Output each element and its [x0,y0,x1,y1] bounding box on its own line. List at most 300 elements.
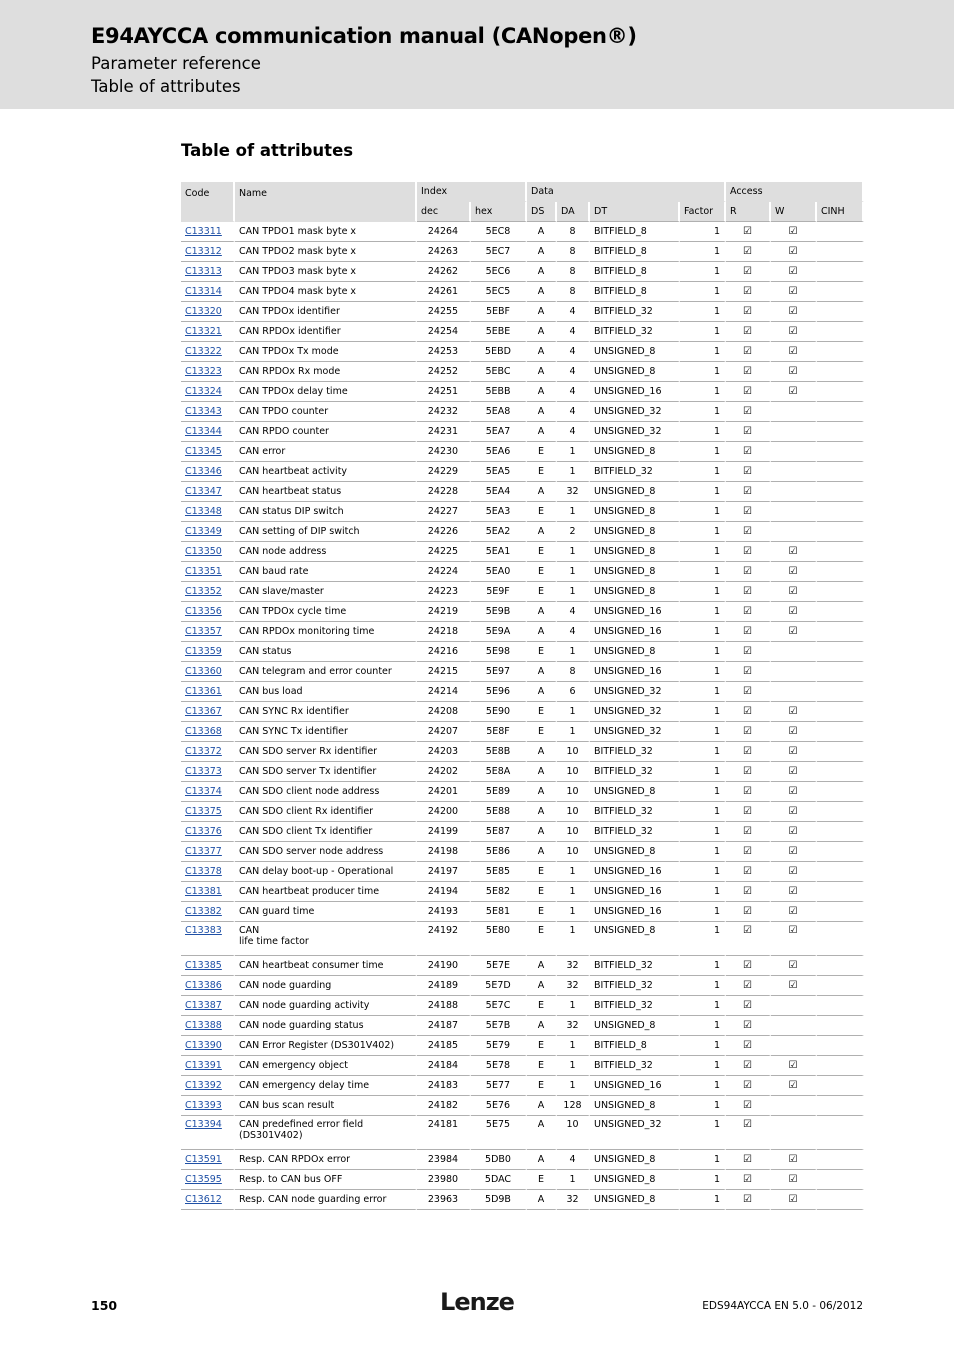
ds-cell: A [527,662,557,682]
da-cell: 1 [557,582,590,602]
write-check [771,642,817,662]
ds-cell: E [527,1036,557,1056]
cinh-cell [817,582,864,602]
table-row [181,722,864,742]
dt-cell: UNSIGNED_16 [590,862,680,882]
code-link[interactable]: C13359 [181,642,235,662]
code-link[interactable]: C13351 [181,562,235,582]
factor-cell: 1 [680,322,726,342]
code-link[interactable]: C13312 [181,242,235,262]
dec-cell: 24263 [417,242,471,262]
hex-cell: 5E97 [471,662,527,682]
dec-header: dec [417,202,471,222]
write-check [771,1096,817,1116]
da-cell: 1 [557,1036,590,1056]
hex-cell: 5E76 [471,1096,527,1116]
da-cell: 1 [557,702,590,722]
code-link[interactable]: C13344 [181,422,235,442]
dt-cell: UNSIGNED_8 [590,842,680,862]
dec-cell: 24225 [417,542,471,562]
dec-cell: 24207 [417,722,471,742]
cinh-cell [817,1096,864,1116]
read-check: ☑ [726,482,771,502]
factor-cell: 1 [680,562,726,582]
table-row [181,902,864,922]
table-row [181,422,864,442]
write-check: ☑ [771,842,817,862]
w-header: W [771,202,817,222]
read-check: ☑ [726,222,771,242]
write-check [771,996,817,1016]
dt-cell: BITFIELD_8 [590,242,680,262]
ds-cell: A [527,482,557,502]
dt-cell: BITFIELD_32 [590,822,680,842]
table-row [181,1116,864,1150]
hex-cell: 5E7D [471,976,527,996]
write-check [771,662,817,682]
table-row [181,882,864,902]
read-check: ☑ [726,522,771,542]
write-check: ☑ [771,582,817,602]
table-row [181,782,864,802]
name-cell: Resp. to CAN bus OFF [235,1170,417,1190]
cinh-cell [817,542,864,562]
cinh-cell [817,802,864,822]
code-link[interactable]: C13322 [181,342,235,362]
table-row [181,342,864,362]
hex-cell: 5E78 [471,1056,527,1076]
read-check: ☑ [726,1036,771,1056]
read-check: ☑ [726,642,771,662]
code-link[interactable]: C13591 [181,1150,235,1170]
read-check: ☑ [726,1016,771,1036]
table-row [181,742,864,762]
table-row [181,976,864,996]
code-link[interactable]: C13385 [181,956,235,976]
cinh-cell [817,622,864,642]
code-link[interactable]: C13612 [181,1190,235,1210]
dt-cell: UNSIGNED_16 [590,382,680,402]
factor-cell: 1 [680,902,726,922]
hex-cell: 5E81 [471,902,527,922]
write-check: ☑ [771,1150,817,1170]
factor-header: Factor [680,202,726,222]
ds-cell: A [527,1016,557,1036]
ds-cell: E [527,582,557,602]
name-cell: CAN TPDO2 mask byte x [235,242,417,262]
write-check: ☑ [771,242,817,262]
write-check: ☑ [771,882,817,902]
cinh-cell [817,742,864,762]
code-link[interactable]: C13373 [181,762,235,782]
da-cell: 1 [557,562,590,582]
dec-cell: 24188 [417,996,471,1016]
read-check: ☑ [726,462,771,482]
cinh-cell [817,922,864,956]
read-check: ☑ [726,442,771,462]
read-check: ☑ [726,242,771,262]
dec-cell: 24230 [417,442,471,462]
read-check: ☑ [726,422,771,442]
factor-cell: 1 [680,822,726,842]
code-link[interactable]: C13388 [181,1016,235,1036]
write-check [771,402,817,422]
table-row [181,262,864,282]
dec-cell: 24223 [417,582,471,602]
cinh-cell [817,882,864,902]
hex-cell: 5EC8 [471,222,527,242]
hex-cell: 5E9B [471,602,527,622]
da-cell: 10 [557,802,590,822]
table-row [181,922,864,956]
code-link[interactable]: C13381 [181,882,235,902]
write-check: ☑ [771,382,817,402]
dec-cell: 24252 [417,362,471,382]
write-check: ☑ [771,822,817,842]
da-cell: 1 [557,642,590,662]
name-cell: CAN Error Register (DS301V402) [235,1036,417,1056]
code-link[interactable]: C13393 [181,1096,235,1116]
factor-cell: 1 [680,622,726,642]
table-row [181,1056,864,1076]
dec-cell: 23980 [417,1170,471,1190]
factor-cell: 1 [680,502,726,522]
factor-cell: 1 [680,956,726,976]
cinh-cell [817,662,864,682]
dec-cell: 24189 [417,976,471,996]
name-cell: CAN node guarding activity [235,996,417,1016]
read-check: ☑ [726,702,771,722]
factor-cell: 1 [680,342,726,362]
table-row [181,502,864,522]
factor-cell: 1 [680,996,726,1016]
ds-cell: E [527,442,557,462]
code-link[interactable]: C13392 [181,1076,235,1096]
ds-cell: A [527,222,557,242]
dec-cell: 24216 [417,642,471,662]
lenze-logo [437,1287,517,1317]
dec-cell: 24183 [417,1076,471,1096]
da-cell: 32 [557,482,590,502]
dec-cell: 24219 [417,602,471,622]
code-link[interactable]: C13595 [181,1170,235,1190]
da-cell: 6 [557,682,590,702]
factor-cell: 1 [680,1036,726,1056]
name-cell: CAN SDO client node address [235,782,417,802]
cinh-cell [817,956,864,976]
ds-cell: E [527,1170,557,1190]
dec-cell: 24201 [417,782,471,802]
dec-cell: 24264 [417,222,471,242]
da-cell: 1 [557,922,590,956]
factor-cell: 1 [680,242,726,262]
name-cell: CAN TPDO1 mask byte x [235,222,417,242]
hex-cell: 5DB0 [471,1150,527,1170]
table-row [181,242,864,262]
factor-cell: 1 [680,1056,726,1076]
da-cell: 128 [557,1096,590,1116]
cinh-cell [817,642,864,662]
dt-cell: BITFIELD_8 [590,222,680,242]
code-link[interactable]: C13360 [181,662,235,682]
table-row [181,1076,864,1096]
dt-cell: UNSIGNED_32 [590,402,680,422]
write-check: ☑ [771,1056,817,1076]
write-check: ☑ [771,282,817,302]
cinh-cell [817,462,864,482]
table-row [181,462,864,482]
name-cell: CAN heartbeat status [235,482,417,502]
code-link[interactable]: C13320 [181,302,235,322]
read-check: ☑ [726,922,771,956]
factor-cell: 1 [680,442,726,462]
ds-cell: A [527,842,557,862]
write-check: ☑ [771,976,817,996]
hex-cell: 5EA1 [471,542,527,562]
code-link[interactable]: C13348 [181,502,235,522]
code-link[interactable]: C13345 [181,442,235,462]
dt-cell: UNSIGNED_8 [590,502,680,522]
write-check: ☑ [771,862,817,882]
code-link[interactable]: C13356 [181,602,235,622]
hex-cell: 5E86 [471,842,527,862]
table-row [181,542,864,562]
read-check: ☑ [726,262,771,282]
hex-cell: 5E8A [471,762,527,782]
index-header: Index [417,182,527,202]
code-link[interactable]: C13377 [181,842,235,862]
read-check: ☑ [726,402,771,422]
document-id: EDS94AYCCA EN 5.0 - 06/2012 [702,1300,863,1312]
code-link[interactable]: C13346 [181,462,235,482]
dec-cell: 24214 [417,682,471,702]
table-row [181,1036,864,1056]
hex-cell: 5EA8 [471,402,527,422]
code-link[interactable]: C13372 [181,742,235,762]
hex-cell: 5E85 [471,862,527,882]
code-link[interactable]: C13352 [181,582,235,602]
code-link[interactable]: C13376 [181,822,235,842]
dt-cell: UNSIGNED_8 [590,1170,680,1190]
cinh-cell [817,1190,864,1210]
write-check [771,422,817,442]
read-check: ☑ [726,682,771,702]
da-cell: 8 [557,222,590,242]
table-row [181,842,864,862]
code-link[interactable]: C13361 [181,682,235,702]
write-check [771,502,817,522]
access-header: Access [726,182,864,202]
da-cell: 10 [557,842,590,862]
read-check: ☑ [726,842,771,862]
cinh-cell [817,442,864,462]
read-check: ☑ [726,956,771,976]
name-cell: CAN heartbeat activity [235,462,417,482]
code-link[interactable]: C13347 [181,482,235,502]
hex-cell: 5EA5 [471,462,527,482]
dec-cell: 24184 [417,1056,471,1076]
code-link[interactable]: C13374 [181,782,235,802]
dec-cell: 24215 [417,662,471,682]
ds-cell: A [527,1190,557,1210]
table-row [181,642,864,662]
dt-cell: UNSIGNED_8 [590,542,680,562]
code-link[interactable]: C13382 [181,902,235,922]
code-link[interactable]: C13378 [181,862,235,882]
hex-cell: 5E7E [471,956,527,976]
dt-cell: BITFIELD_8 [590,262,680,282]
code-link[interactable]: C13368 [181,722,235,742]
ds-cell: A [527,422,557,442]
code-link[interactable]: C13391 [181,1056,235,1076]
data-header: Data [527,182,726,202]
da-cell: 4 [557,302,590,322]
da-cell: 10 [557,782,590,802]
code-link[interactable]: C13314 [181,282,235,302]
table-row [181,362,864,382]
ds-cell: A [527,682,557,702]
hex-cell: 5EA2 [471,522,527,542]
table-row [181,802,864,822]
attributes-table [181,182,864,1210]
code-link[interactable]: C13323 [181,362,235,382]
read-check: ☑ [726,762,771,782]
read-check: ☑ [726,976,771,996]
write-check: ☑ [771,322,817,342]
write-check: ☑ [771,1170,817,1190]
write-check: ☑ [771,762,817,782]
code-link[interactable]: C13394 [181,1116,235,1150]
hex-cell: 5E96 [471,682,527,702]
dt-cell: UNSIGNED_8 [590,442,680,462]
read-check: ☑ [726,1056,771,1076]
factor-cell: 1 [680,842,726,862]
name-cell: CAN RPDO counter [235,422,417,442]
name-cell: CAN TPDOx Tx mode [235,342,417,362]
write-check: ☑ [771,782,817,802]
cinh-cell [817,342,864,362]
code-link[interactable]: C13386 [181,976,235,996]
da-cell: 32 [557,956,590,976]
table-row [181,956,864,976]
dec-cell: 24192 [417,922,471,956]
write-check [771,1016,817,1036]
ds-cell: E [527,1056,557,1076]
hex-cell: 5EA0 [471,562,527,582]
code-link[interactable]: C13367 [181,702,235,722]
cinh-cell [817,1150,864,1170]
dt-cell: UNSIGNED_16 [590,622,680,642]
table-row [181,622,864,642]
read-check: ☑ [726,1076,771,1096]
da-cell: 8 [557,662,590,682]
code-link[interactable]: C13313 [181,262,235,282]
hex-cell: 5EBC [471,362,527,382]
write-check: ☑ [771,262,817,282]
table-row [181,862,864,882]
dt-cell: BITFIELD_8 [590,1036,680,1056]
code-link[interactable]: C13383 [181,922,235,956]
name-cell: CAN RPDOx monitoring time [235,622,417,642]
ds-cell: A [527,802,557,822]
cinh-header: CINH [817,202,864,222]
cinh-cell [817,702,864,722]
code-link[interactable]: C13343 [181,402,235,422]
cinh-cell [817,562,864,582]
hex-cell: 5E7C [471,996,527,1016]
dec-cell: 24185 [417,1036,471,1056]
da-cell: 10 [557,822,590,842]
code-link[interactable]: C13375 [181,802,235,822]
da-cell: 8 [557,242,590,262]
dt-cell: UNSIGNED_8 [590,342,680,362]
da-cell: 10 [557,762,590,782]
write-check: ☑ [771,902,817,922]
da-cell: 1 [557,502,590,522]
table-row [181,582,864,602]
name-cell: CAN SDO server Rx identifier [235,742,417,762]
read-check: ☑ [726,802,771,822]
dt-cell: BITFIELD_8 [590,282,680,302]
code-link[interactable]: C13311 [181,222,235,242]
section-heading: Table of attributes [181,141,354,160]
factor-cell: 1 [680,262,726,282]
cinh-cell [817,422,864,442]
code-link[interactable]: C13349 [181,522,235,542]
code-link[interactable]: C13321 [181,322,235,342]
name-cell: CAN slave/master [235,582,417,602]
ds-cell: A [527,382,557,402]
hex-cell: 5E80 [471,922,527,956]
factor-cell: 1 [680,1116,726,1150]
da-cell: 1 [557,882,590,902]
read-check: ☑ [726,622,771,642]
hex-cell: 5EA3 [471,502,527,522]
ds-cell: E [527,922,557,956]
code-link[interactable]: C13390 [181,1036,235,1056]
table-row [181,322,864,342]
dec-cell: 24193 [417,902,471,922]
factor-cell: 1 [680,602,726,622]
dt-cell: UNSIGNED_8 [590,482,680,502]
dt-cell: UNSIGNED_16 [590,662,680,682]
ds-cell: A [527,362,557,382]
read-check: ☑ [726,562,771,582]
dec-cell: 24190 [417,956,471,976]
dt-cell: UNSIGNED_8 [590,1150,680,1170]
dec-cell: 24228 [417,482,471,502]
cinh-cell [817,976,864,996]
code-link[interactable]: C13350 [181,542,235,562]
dt-cell: UNSIGNED_8 [590,362,680,382]
name-cell: CAN baud rate [235,562,417,582]
name-cell: CAN RPDOx Rx mode [235,362,417,382]
table-row [181,762,864,782]
cinh-cell [817,222,864,242]
code-link[interactable]: C13324 [181,382,235,402]
da-cell: 4 [557,422,590,442]
code-link[interactable]: C13387 [181,996,235,1016]
ds-cell: E [527,542,557,562]
da-cell: 32 [557,1016,590,1036]
ds-cell: A [527,1150,557,1170]
table-row [181,302,864,322]
dec-cell: 24198 [417,842,471,862]
factor-cell: 1 [680,1170,726,1190]
dt-cell: UNSIGNED_32 [590,1116,680,1150]
code-link[interactable]: C13357 [181,622,235,642]
table-row [181,1190,864,1210]
